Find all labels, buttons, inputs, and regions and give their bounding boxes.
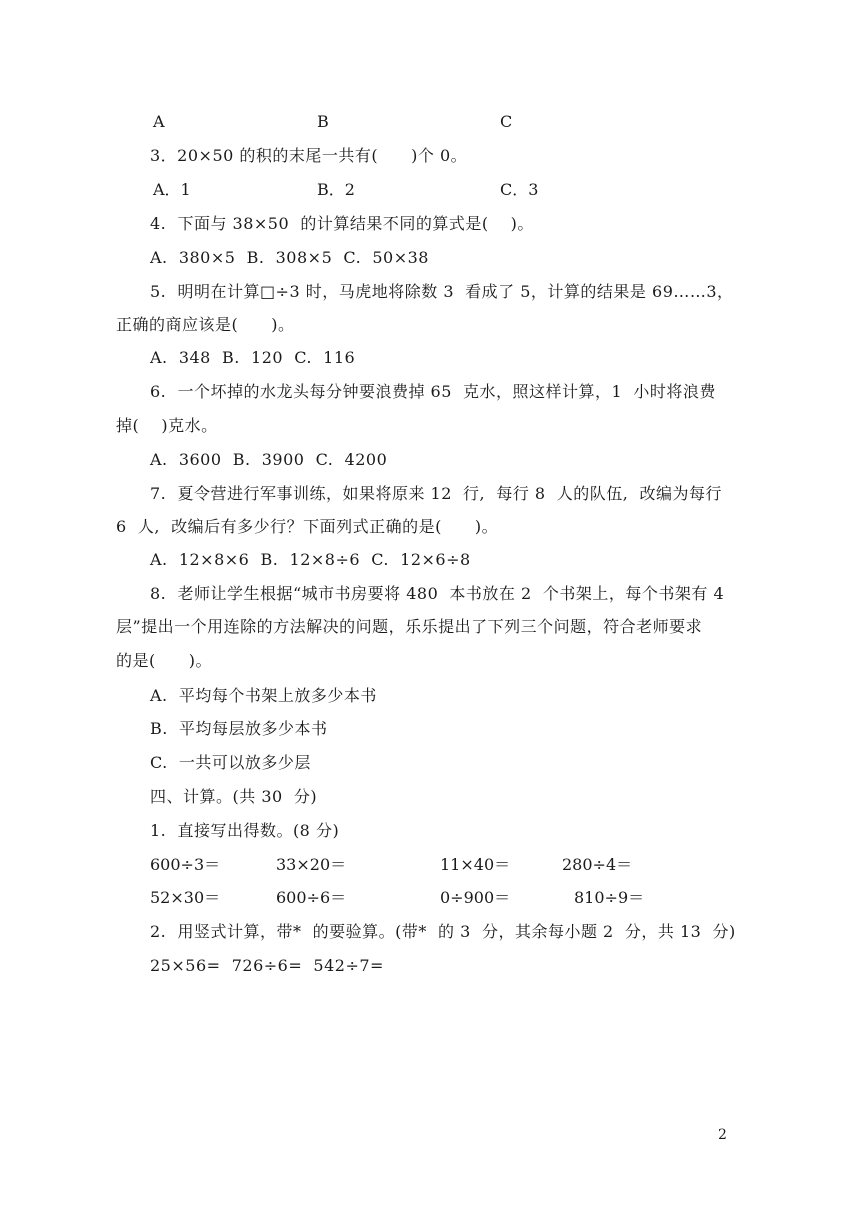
q8-stem-line1: 8. 老师让学生根据“城市书房要将 480 本书放在 2 个书架上，每个书架有 4	[150, 584, 725, 603]
calc-r2-c3: 0÷900＝	[440, 888, 511, 907]
calc-r1-c4: 280÷4＝	[562, 855, 633, 874]
q3-option-a: A．1	[153, 180, 191, 199]
calc-r2-c2: 600÷6＝	[276, 888, 347, 907]
q2-option-b: B	[317, 112, 329, 131]
q3-stem: 3．20×50 的积的末尾一共有( )个 0。	[150, 146, 468, 165]
calc-r1-c3: 11×40＝	[440, 855, 511, 874]
q2-option-a: A	[153, 112, 165, 131]
page-number: 2	[718, 1127, 727, 1143]
q5-options: A. 348 B. 120 C. 116	[150, 348, 356, 367]
section4-part2-items: 25×56= 726÷6= 542÷7=	[150, 956, 384, 975]
q8-option-b: B. 平均每层放多少本书	[150, 719, 328, 738]
section4-heading: 四、计算。(共 30 分)	[150, 787, 318, 806]
calc-r2-c4: 810÷9＝	[574, 888, 645, 907]
calc-r2-c1: 52×30＝	[150, 888, 221, 907]
calc-r1-c1: 600÷3＝	[150, 855, 221, 874]
section4-part1-title: 1. 直接写出得数。(8 分)	[150, 821, 340, 840]
q2-option-c: C	[500, 112, 513, 131]
q7-stem-line2: 6 人, 改编后有多少行？下面列式正确的是( )。	[116, 517, 499, 536]
section4-part2-title: 2. 用竖式计算，带* 的要验算。(带* 的 3 分，其余每小题 2 分，共 13 分)	[150, 922, 736, 941]
q8-option-a: A. 平均每个书架上放多少本书	[150, 686, 377, 705]
q6-stem-line2: 掉( )克水。	[116, 416, 218, 435]
q3-option-b: B．2	[317, 180, 355, 199]
q6-options: A. 3600 B. 3900 C. 4200	[150, 450, 388, 469]
q5-stem-line2: 正确的商应该是( )。	[116, 315, 295, 334]
q7-stem-line1: 7. 夏令营进行军事训练，如果将原来 12 行, 每行 8 人的队伍, 改编为每行	[150, 484, 723, 503]
q8-stem-line3: 的是( )。	[116, 651, 212, 670]
q5-stem-line1: 5. 明明在计算□÷3 时，马虎地将除数 3 看成了 5，计算的结果是 69……3，	[150, 282, 734, 301]
q4-stem: 4. 下面与 38×50 的计算结果不同的算式是( )。	[150, 214, 534, 233]
calc-r1-c2: 33×20＝	[276, 855, 347, 874]
q4-options: A. 380×5 B. 308×5 C. 50×38	[150, 248, 429, 267]
q3-option-c: C．3	[500, 180, 539, 199]
q8-option-c: C. 一共可以放多少层	[150, 753, 311, 772]
q8-stem-line2: 层”提出一个用连除的方法解决的问题，乐乐提出了下列三个问题，符合老师要求	[116, 617, 703, 636]
q7-options: A. 12×8×6 B. 12×8÷6 C. 12×6÷8	[150, 550, 471, 569]
q6-stem-line1: 6. 一个坏掉的水龙头每分钟要浪费掉 65 克水，照这样计算，1 小时将浪费	[150, 382, 716, 401]
